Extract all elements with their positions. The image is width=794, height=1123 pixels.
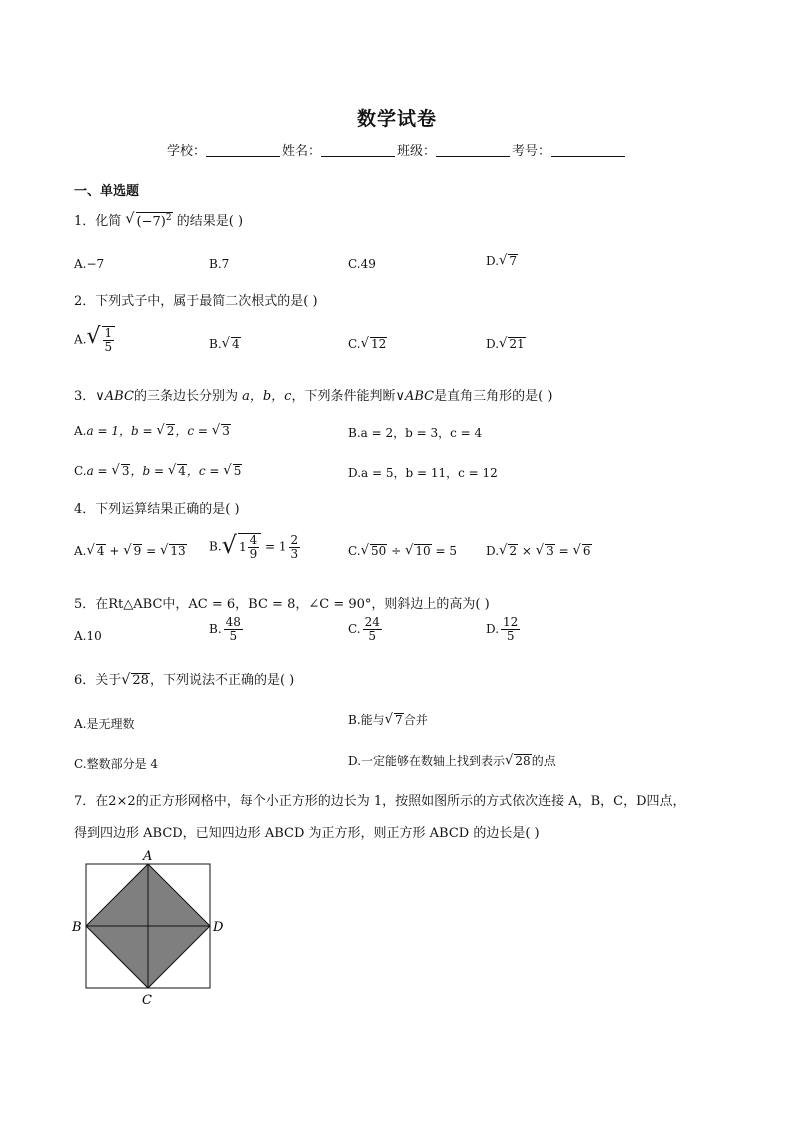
q4-d-eq: = — [554, 544, 573, 558]
q4-d-r2: √ 3 — [535, 543, 554, 559]
q3-number: 3． — [74, 389, 96, 404]
name-label: 姓名： — [281, 144, 321, 159]
q3-c-c-radicand: 5 — [233, 464, 242, 479]
q3-option-d[interactable]: D.a = 5，b = 11，c = 12 — [348, 466, 498, 480]
question-6-stem — [74, 669, 294, 688]
q3-vars: a，b，c — [242, 389, 292, 404]
q4-a-op: + — [105, 544, 124, 558]
q3-c-a-radicand: 3 — [121, 464, 130, 479]
q3-text-3: 是直角三角形的是( ) — [434, 389, 553, 404]
q4-b-den: 9 — [249, 547, 258, 562]
q1-d-label: D. — [486, 254, 500, 268]
q1-prefix: 1．化简 — [74, 214, 122, 229]
q2-a-num: 1 — [104, 326, 113, 340]
exam-title: 数学试卷 — [356, 108, 437, 130]
q3-option-c[interactable] — [74, 462, 242, 479]
q6-pre: 6．关于 — [74, 673, 122, 688]
q4-c-label: C. — [348, 544, 361, 558]
q6-radicand: 28 — [132, 672, 149, 688]
triangle-symbol-2: ∨ — [395, 389, 405, 404]
q2-option-b[interactable] — [209, 337, 241, 352]
q3-c-b-radicand: 4 — [178, 464, 186, 479]
q3-c-a-radical: √ 3 — [111, 463, 130, 479]
q6-option-c[interactable]: C.整数部分是 4 — [74, 757, 159, 771]
q3-abc-1: ABC — [104, 389, 134, 404]
q6-b-post: 合并 — [403, 713, 428, 727]
q1-d-radicand: 7 — [509, 254, 518, 269]
q4-a-label: A. — [74, 544, 87, 558]
q4-option-c[interactable] — [348, 544, 457, 559]
q3-a-c: ，c = — [175, 424, 212, 438]
class-label: 班级： — [397, 144, 437, 159]
q4-b-radical: √ 1 $\frac{4}{9}$ — [222, 533, 262, 561]
q3-text-2: ，下列条件能判断 — [291, 389, 396, 404]
q5-option-b[interactable] — [209, 616, 245, 643]
q2-c-radical: √ 12 — [360, 336, 387, 352]
q4-option-a[interactable] — [74, 544, 187, 559]
q4-c-r1-radicand: 50 — [370, 544, 387, 559]
question-7-line-1: 7．在2×2的正方形网格中，每个小正方形的边长为 1，按照如图所示的方式依次连接 A，B，C，D四点， — [74, 794, 686, 809]
q5-c-den: 5 — [368, 629, 377, 644]
q1-option-d[interactable] — [486, 254, 518, 269]
q2-b-radicand: 4 — [232, 337, 240, 352]
q4-d-r3-radicand: 6 — [582, 544, 591, 559]
q2-b-label: B. — [209, 337, 222, 351]
school-blank[interactable] — [206, 144, 280, 157]
q6-option-a[interactable]: A.是无理数 — [74, 717, 135, 731]
q3-c-label: C. — [74, 464, 87, 478]
school-label: 学校： — [166, 144, 206, 159]
q5-option-c[interactable] — [348, 616, 384, 643]
q4-d-r3: √ 6 — [572, 543, 591, 559]
q5-b-label: B. — [209, 622, 222, 637]
q4-d-label: D. — [486, 544, 500, 558]
q4-a-r1-radicand: 4 — [96, 544, 105, 559]
class-blank[interactable] — [436, 144, 510, 157]
q1-option-a[interactable]: A.−7 — [74, 257, 105, 271]
q6-b-radical: √ 7 — [384, 712, 403, 728]
q1-option-b[interactable]: B.7 — [209, 257, 230, 271]
q4-b-den2: 3 — [290, 546, 299, 561]
q6-d-radicand: 28 — [515, 754, 531, 769]
q5-d-num: 12 — [503, 615, 519, 629]
q2-option-d[interactable] — [486, 337, 526, 352]
q1-exponent: 2 — [165, 213, 172, 224]
q4-option-b[interactable] — [209, 533, 302, 561]
q2-option-c[interactable] — [348, 337, 387, 352]
number-label: 考号： — [512, 144, 552, 159]
q6-d-radical: √ 28 — [505, 753, 531, 769]
vertex-label-b: B — [72, 920, 82, 935]
q2-option-a[interactable] — [74, 326, 115, 354]
q3-a-c-radicand: 3 — [222, 424, 230, 439]
q3-c-b-radical: √ 4 — [167, 463, 186, 479]
section-heading: 一、单选题 — [74, 184, 140, 199]
q5-option-a[interactable]: A.10 — [74, 629, 102, 643]
q5-option-d[interactable] — [486, 616, 522, 643]
q3-option-a[interactable] — [74, 422, 231, 439]
q3-abc-2: ABC — [404, 389, 435, 404]
q5-b-num: 48 — [225, 615, 241, 629]
q3-c-a: a = — [86, 464, 112, 478]
q1-radical: √ $(-7)^2$ — [125, 211, 172, 230]
q6-option-d[interactable] — [348, 752, 556, 769]
q4-d-r1: √ 2 — [499, 543, 518, 559]
question-7-line-2: 得到四边形 ABCD，已知四边形 ABCD 为正方形，则正方形 ABCD 的边长是( ) — [74, 826, 540, 841]
q4-b-num2: 2 — [290, 532, 299, 547]
q3-c-c: ，c = — [186, 464, 224, 478]
q2-a-label: A. — [74, 332, 87, 347]
q4-b-num: 4 — [249, 533, 258, 547]
q2-d-label: D. — [486, 337, 500, 351]
q4-b-label: B. — [209, 539, 222, 554]
q2-d-radical: √ 21 — [499, 336, 525, 352]
q3-a-a: a = 1， — [86, 424, 131, 438]
q4-a-r3-radicand: 13 — [170, 544, 186, 559]
q1-option-c[interactable]: C.49 — [348, 257, 376, 271]
q3-a-b-radicand: 2 — [166, 424, 175, 439]
q1-inner: (−7) — [136, 214, 166, 230]
question-1-stem — [74, 210, 243, 231]
q6-b-pre: B.能与 — [348, 713, 385, 727]
q6-post: ，下列说法不正确的是( ) — [149, 673, 295, 688]
q3-option-b[interactable]: B.a = 2，b = 3，c = 4 — [348, 426, 483, 440]
q2-a-den: 5 — [104, 340, 113, 355]
q5-b-den: 5 — [229, 629, 238, 644]
q4-a-r1: √ 4 — [86, 543, 105, 559]
vertex-label-c: C — [142, 993, 152, 1008]
q3-text-1: 的三条边长分别为 — [133, 389, 238, 404]
q4-a-r3: √ 13 — [159, 543, 186, 559]
q1-suffix: 的结果是( ) — [176, 214, 244, 229]
q3-a-b: b = — [130, 424, 157, 438]
q4-a-r2: √ 9 — [123, 543, 142, 559]
question-3-stem — [74, 385, 552, 404]
q4-b-eq: = 1 — [261, 539, 287, 554]
q6-radical: √ 28 — [121, 671, 149, 688]
q3-a-c-radical: √ 3 — [211, 423, 230, 439]
q3-a-b-radical: √ 2 — [156, 423, 175, 439]
q4-a-r2-radicand: 9 — [133, 544, 142, 559]
q4-d-r1-radicand: 2 — [509, 544, 518, 559]
vertex-label-a: A — [143, 849, 153, 864]
number-blank[interactable] — [551, 144, 625, 157]
q5-d-den: 5 — [506, 629, 515, 644]
square-grid-figure — [66, 846, 226, 1008]
question-4-stem: 4．下列运算结果正确的是( ) — [74, 502, 240, 517]
q4-d-op: × — [518, 544, 536, 558]
q4-c-r2-radicand: 10 — [415, 544, 431, 559]
q4-b-whole: 1 — [238, 539, 247, 554]
q4-a-eq: = — [142, 544, 160, 558]
q2-b-radical: √ 4 — [221, 336, 240, 352]
triangle-symbol: ∨ — [95, 389, 105, 404]
q5-c-label: C. — [348, 622, 361, 637]
q2-c-radicand: 12 — [370, 337, 387, 352]
student-info-line — [0, 140, 794, 159]
q3-c-b: ，b = — [130, 464, 168, 478]
q4-d-r2-radicand: 3 — [546, 544, 554, 559]
q2-a-radical: √ $\frac{1}{5}$ — [86, 326, 115, 354]
q6-option-b[interactable] — [348, 711, 428, 728]
q6-d-pre: D.一定能够在数轴上找到表示 — [348, 754, 506, 768]
question-2-stem: 2．下列式子中，属于最简二次根式的是( ) — [74, 294, 318, 309]
q4-c-eq: = 5 — [431, 544, 457, 558]
q4-c-r1: √ 50 — [360, 543, 387, 559]
q3-a-label: A. — [74, 424, 87, 438]
q5-c-num: 24 — [364, 615, 380, 629]
vertex-label-d: D — [213, 920, 224, 935]
question-5-stem: 5．在Rt△ABC中，AC = 6，BC = 8，∠C = 90°，则斜边上的高为( ) — [74, 597, 490, 612]
name-blank[interactable] — [321, 144, 395, 157]
q4-c-op: ÷ — [387, 544, 405, 558]
q2-c-label: C. — [348, 337, 361, 351]
q1-d-radical: √ 7 — [499, 253, 518, 269]
q6-b-radicand: 7 — [395, 713, 403, 728]
q2-d-radicand: 21 — [509, 337, 525, 352]
q6-d-post: 的点 — [531, 754, 556, 768]
q4-option-d[interactable] — [486, 544, 592, 559]
q4-c-r2: √ 10 — [404, 543, 431, 559]
q3-c-c-radical: √ 5 — [223, 463, 242, 479]
q5-d-label: D. — [486, 622, 500, 637]
